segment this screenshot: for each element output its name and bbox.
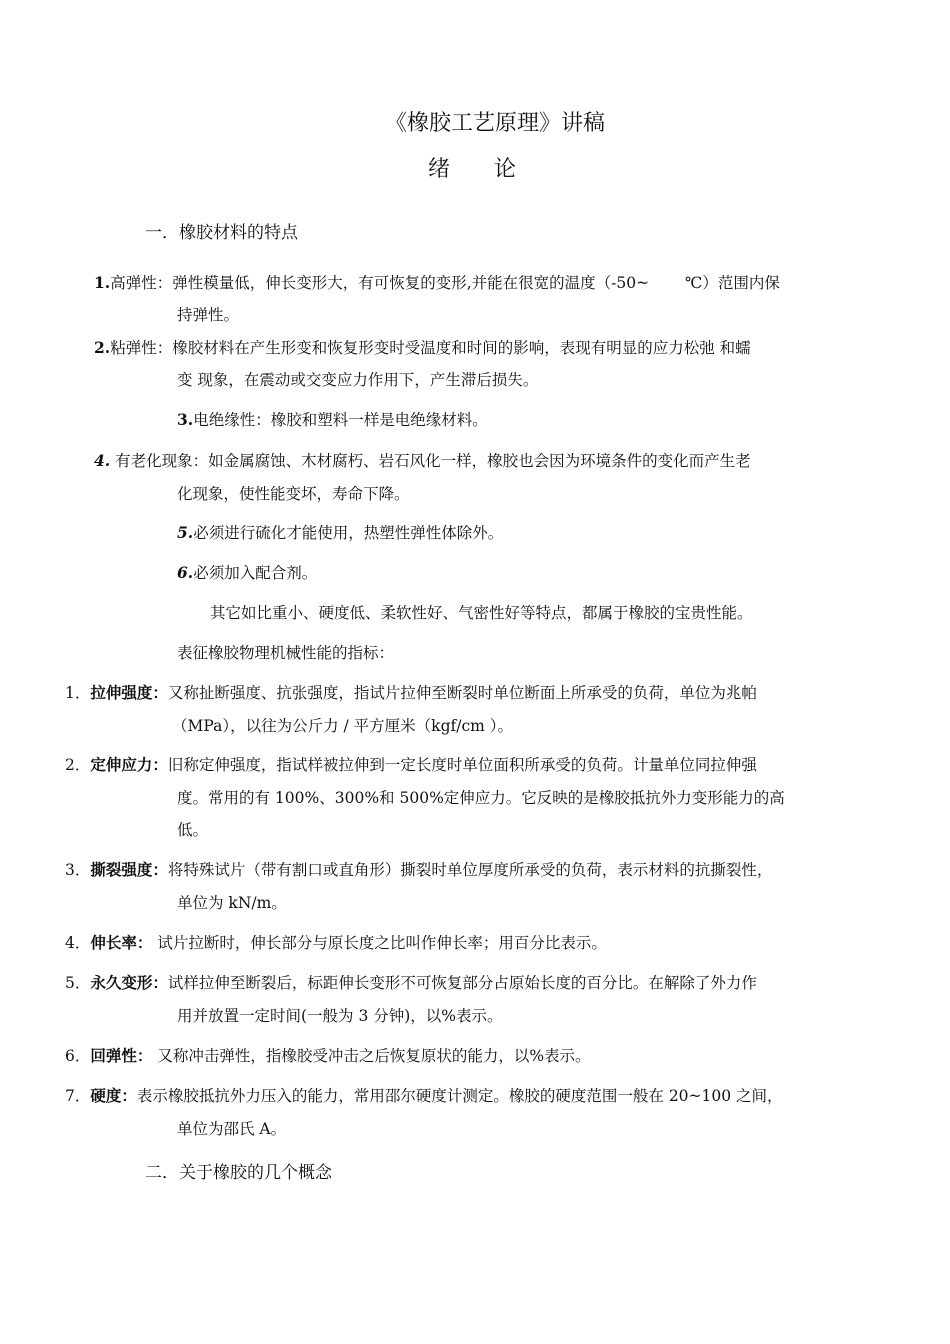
indicator-item-7: [65, 1086, 783, 1106]
indicator-number: 2．: [65, 756, 91, 774]
feature-item-4-cont: 化现象，使性能变坏，寿命下降。: [177, 485, 410, 503]
indicator-number: 7．: [65, 1087, 91, 1105]
feature-text: 必须进行硫化才能使用，热塑性弹性体除外。: [193, 524, 504, 542]
feature-item-2: [94, 338, 751, 358]
indicator-text: 试片拉断时，伸长部分与原长度之比叫作伸长率；用百分比表示。: [152, 934, 607, 952]
feature-item-4: [94, 451, 751, 471]
indicator-item-1: [65, 683, 757, 703]
indicator-text: 又称扯断强度、抗张强度，指试片拉伸至断裂时单位断面上所承受的负荷，单位为兆帕: [167, 684, 757, 702]
indicator-item-5: [65, 973, 757, 993]
indicator-label: 定伸应力：: [90, 756, 168, 774]
feature-label: 高弹性：: [110, 274, 173, 292]
feature-item-5: [177, 523, 503, 543]
feature-label: 粘弹性：: [110, 339, 173, 357]
indicator-text: 将特殊试片（带有割口或直角形）撕裂时单位厚度所承受的负荷，表示材料的抗撕裂性，: [167, 861, 773, 879]
indicator-item-2-cont: 度。常用的有 100%、300%和 500%定伸应力。它反映的是橡胶抵抗外力变形能力的高: [177, 789, 785, 807]
indicator-text: 又称冲击弹性，指橡胶受冲击之后恢复原状的能力，以%表示。: [152, 1047, 591, 1065]
indicator-label: 伸长率：: [90, 934, 153, 952]
feature-text: 电绝缘性：橡胶和塑料一样是电绝缘材料。: [193, 411, 488, 429]
feature-number: 1.: [94, 273, 111, 292]
feature-number: 5.: [177, 523, 194, 542]
indicator-label: 永久变形：: [90, 974, 168, 992]
document-title: 《橡胶工艺原理》讲稿: [385, 111, 606, 136]
feature-item-6: [177, 563, 317, 583]
indicator-item-6: [65, 1046, 591, 1066]
other-properties-paragraph: 其它如比重小、硬度低、柔软性好、气密性好等特点，都属于橡胶的宝贵性能。: [210, 604, 753, 622]
indicator-label: 硬度：: [90, 1087, 137, 1105]
indicator-item-2-cont2: 低。: [177, 821, 209, 839]
indicator-text: 试样拉伸至断裂后，标距伸长变形不可恢复部分占原始长度的百分比。在解除了外力作: [167, 974, 757, 992]
indicator-item-2: [65, 755, 757, 775]
feature-number: 4.: [94, 451, 111, 470]
indicator-label: 回弹性：: [90, 1047, 153, 1065]
feature-text: 有老化现象：如金属腐蚀、木材腐朽、岩石风化一样，橡胶也会因为环境条件的变化而产生老: [110, 452, 751, 470]
section-heading-2: 二．关于橡胶的几个概念: [145, 1163, 332, 1183]
feature-number: 3.: [177, 410, 194, 429]
indicator-number: 6．: [65, 1047, 91, 1065]
feature-text: 橡胶材料在产生形变和恢复形变时受温度和时间的影响，表现有明显的应力松弛 和蠕: [172, 339, 751, 357]
feature-text: 弹性模量低，伸长变形大，有可恢复的变形,并能在很宽的温度（-50~ ℃）范围内保: [172, 274, 780, 292]
indicator-label: 拉伸强度：: [90, 684, 168, 702]
indicator-number: 1．: [65, 684, 91, 702]
document-subtitle: 绪 论: [428, 157, 517, 182]
feature-number: 6.: [177, 563, 194, 582]
feature-number: 2.: [94, 338, 111, 357]
feature-item-3: [177, 410, 488, 430]
indicator-number: 3．: [65, 861, 91, 879]
indicator-item-1-cont: （MPa），以往为公斤力 / 平方厘米（kgf/cm ）。: [172, 717, 514, 735]
feature-item-1-cont: 持弹性。: [177, 306, 240, 324]
indicator-item-3: [65, 860, 772, 880]
indicator-item-3-cont: 单位为 kN/m。: [177, 894, 287, 912]
feature-item-1: [94, 273, 780, 293]
feature-text: 必须加入配合剂。: [193, 564, 318, 582]
indicator-text: 表示橡胶抵抗外力压入的能力，常用邵尔硬度计测定。橡胶的硬度范围一般在 20~100 之间，: [136, 1087, 783, 1105]
indicator-label: 撕裂强度：: [90, 861, 168, 879]
indicator-text: 旧称定伸强度，指试样被拉伸到一定长度时单位面积所承受的负荷。计量单位同拉伸强: [167, 756, 757, 774]
indicator-item-7-cont: 单位为邵氏 A。: [177, 1120, 287, 1138]
feature-item-2-cont: 变 现象，在震动或交变应力作用下，产生滞后损失。: [177, 371, 539, 389]
indicator-number: 5．: [65, 974, 91, 992]
indicators-intro: 表征橡胶物理机械性能的指标：: [177, 644, 395, 662]
section-heading-1: 一．橡胶材料的特点: [145, 223, 298, 243]
indicator-item-4: [65, 933, 607, 953]
indicator-item-5-cont: 用并放置一定时间(一般为 3 分钟)，以%表示。: [177, 1007, 503, 1025]
indicator-number: 4．: [65, 934, 91, 952]
